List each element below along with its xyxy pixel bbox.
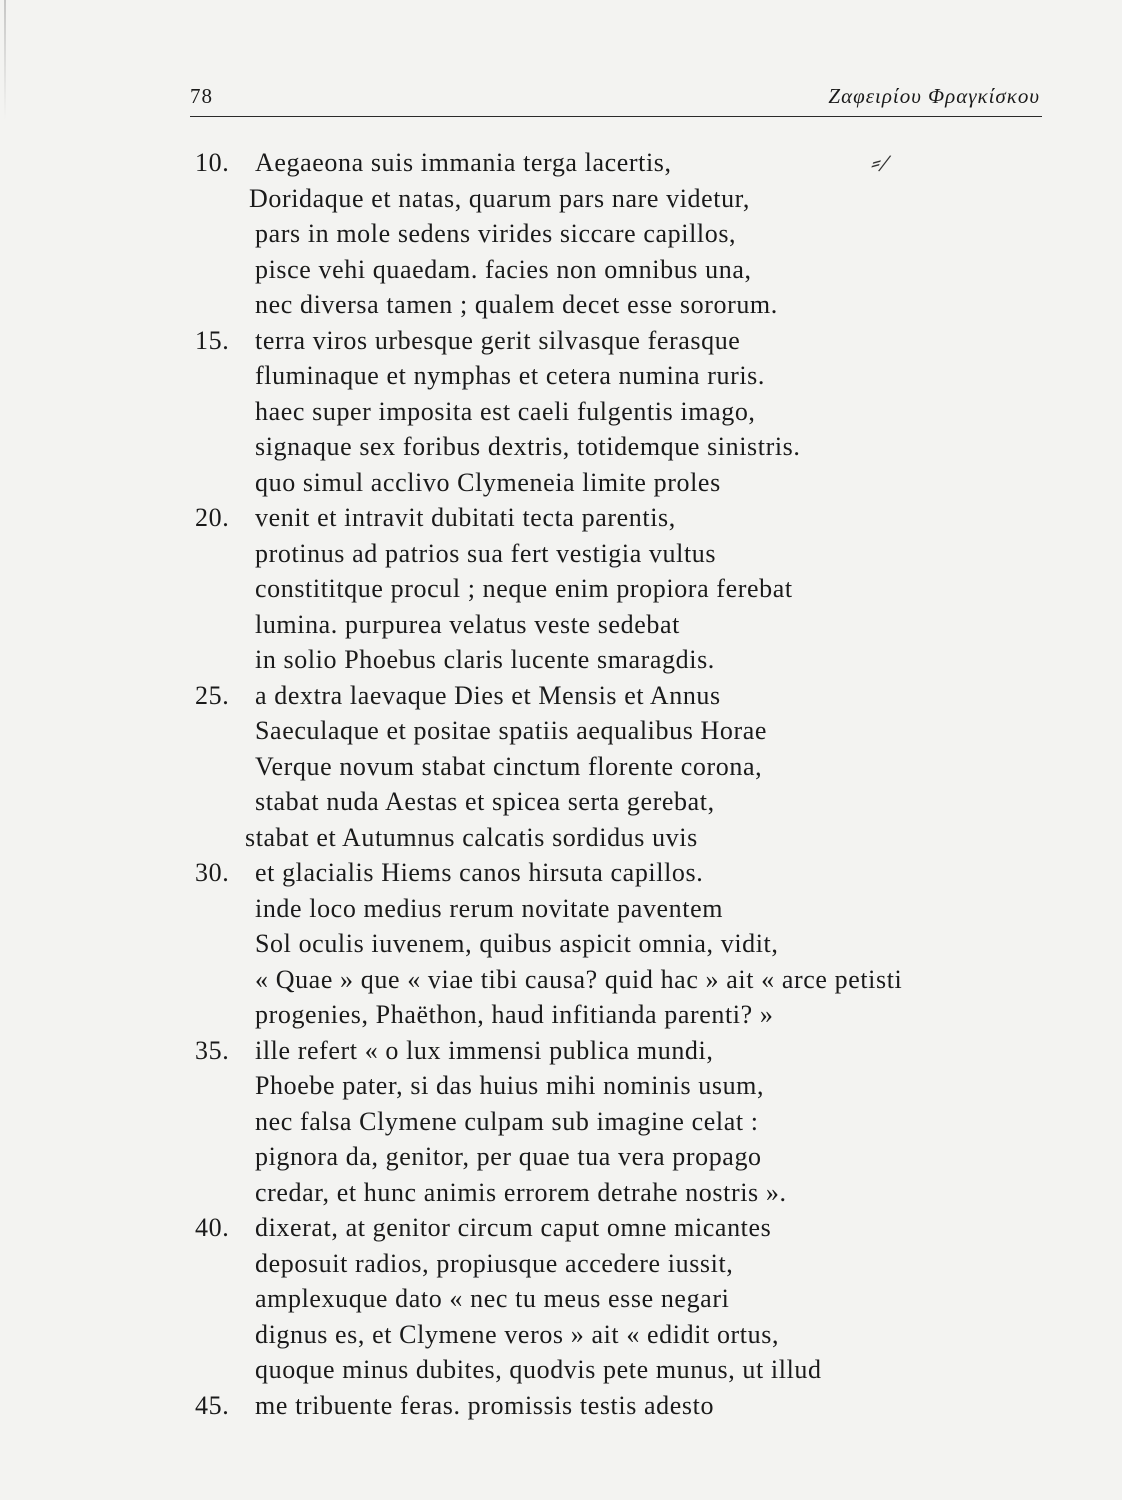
verse-text: pars in mole sedens virides siccare capillos, [255,219,737,248]
verse-line [195,1281,1055,1317]
verse-text: constititque procul ; neque enim propiora ferebat [255,574,793,603]
verse-line [195,713,1055,749]
verse-line [195,891,1055,927]
verse-text: amplexuque dato « nec tu meus esse negari [255,1284,730,1313]
verse-text: Saeculaque et positae spatiis aequalibus Horae [255,716,768,745]
verse-line [195,429,1055,465]
page-number: 78 [190,84,213,108]
verse-text: Sol oculis iuvenem, quibus aspicit omnia, vidit, [255,929,779,958]
verse-line [195,1104,1055,1140]
verse-line [195,181,1055,217]
verse-line [195,1352,1055,1388]
verse-text: lumina. purpurea velatus veste sedebat [255,609,680,639]
verse-number: 20. [195,503,230,532]
verse-text: et glacialis Hiems canos hirsuta capillos. [255,858,704,887]
verse-text: quo simul acclivo Clymeneia limite proles [255,467,721,497]
verse-text: signaque sex foribus dextris, totidemque sinistris. [255,432,801,461]
verse-line [195,962,1055,998]
verse-text: fluminaque et nymphas et cetera numina ruris. [255,361,766,390]
verse-text: credar, et hunc animis errorem detrahe nostris ». [255,1177,787,1207]
verse-line [195,216,1055,252]
verse-text: protinus ad patrios sua fert vestigia vultus [255,538,717,568]
poem-text [195,145,1055,1423]
verse-text: inde loco medius rerum novitate paventem [255,893,724,923]
verse-text: ille refert « o lux immensi publica mundi, [255,1035,714,1065]
verse-line [195,678,1055,714]
verse-text: terra viros urbesque gerit silvasque ferasque [255,325,741,355]
verse-number: 25. [195,680,230,710]
verse-text: dignus es, et Clymene veros » ait « edidit ortus, [255,1319,780,1349]
header-rule [190,116,1042,117]
verse-text: a dextra laevaque Dies et Mensis et Annus [255,680,721,710]
verse-text: Phoebe pater, si das huius mihi nominis usum, [255,1071,765,1100]
verse-text: haec super imposita est caeli fulgentis imago, [255,396,756,426]
verse-line [195,358,1055,394]
binding-edge [4,0,6,120]
verse-line [195,855,1055,891]
verse-text: in solio Phoebus claris lucente smaragdis. [255,645,715,674]
verse-text: quoque minus dubites, quodvis pete munus, ut illud [255,1355,822,1384]
verse-line [195,642,1055,678]
verse-number: 40. [195,1213,230,1242]
verse-line [195,571,1055,607]
verse-number: 35. [195,1035,230,1065]
verse-line [195,465,1055,501]
pencil-annotation-mark: ⸗/ [869,146,891,179]
verse-line [195,323,1055,359]
running-head: Ζαφειρίου Φραγκίσκου [828,84,1040,108]
verse-line [195,394,1055,430]
verse-line [195,607,1055,643]
verse-text: deposuit radios, propiusque accedere iussit, [255,1248,734,1278]
page-header [190,80,1040,114]
verse-line [195,1388,1055,1424]
verse-text: nec diversa tamen ; qualem decet esse sororum. [255,290,778,319]
verse-line [195,1139,1055,1175]
verse-text: stabat nuda Aestas et spicea serta gerebat, [255,787,715,816]
verse-text: pisce vehi quaedam. facies non omnibus una, [255,254,752,284]
verse-number: 10. [195,148,230,177]
verse-line [195,1210,1055,1246]
verse-line [195,1068,1055,1104]
verse-line [195,749,1055,785]
verse-line [195,536,1055,572]
verse-text: me tribuente feras. promissis testis adesto [255,1390,715,1420]
verse-text: Doridaque et natas, quarum pars nare videtur, [249,183,751,213]
verse-text: Verque novum stabat cinctum florente corona, [255,751,763,781]
verse-text: stabat et Autumnus calcatis sordidus uvis [245,822,698,852]
verse-line [195,287,1055,323]
verse-text: « Quae » que « viae tibi causa? quid hac » ait « arce petisti [255,964,903,994]
verse-text: pignora da, genitor, per quae tua vera propago [255,1142,762,1171]
verse-number: 30. [195,858,230,887]
verse-line [195,1246,1055,1282]
verse-line [195,500,1055,536]
verse-text: dixerat, at genitor circum caput omne micantes [255,1213,772,1242]
verse-number: 45. [195,1390,230,1420]
verse-text: progenies, Phaëthon, haud infitianda parenti? » [255,1000,774,1029]
verse-text: venit et intravit dubitati tecta parentis, [255,503,676,532]
verse-number: 15. [195,325,230,355]
verse-text: Aegaeona suis immania terga lacertis, [255,148,672,177]
verse-text: nec falsa Clymene culpam sub imagine celat : [255,1106,759,1136]
verse-line [195,1175,1055,1211]
verse-line [195,926,1055,962]
verse-line [195,1033,1055,1069]
verse-line [195,1317,1055,1353]
verse-line [195,252,1055,288]
verse-line [195,997,1055,1033]
verse-line [195,784,1055,820]
verse-line [195,820,1055,856]
verse-line [195,145,1055,181]
